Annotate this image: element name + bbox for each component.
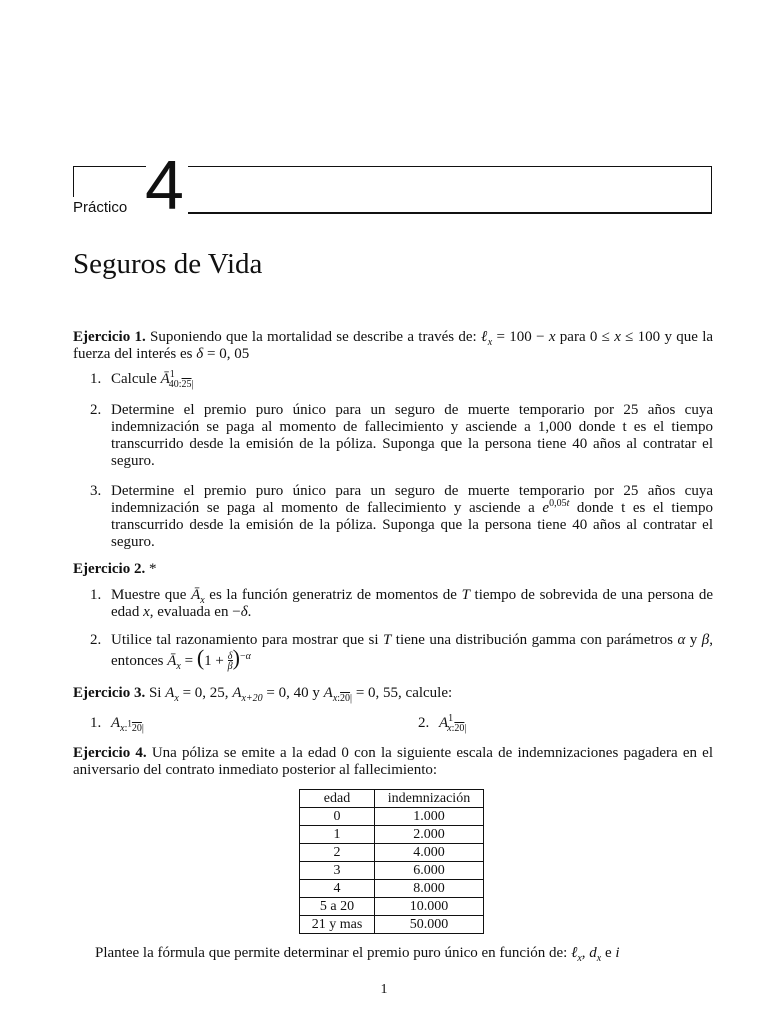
ej3-item-2: 2. $A^1_{x:20|}$: [418, 713, 467, 734]
formula-A-bar: $Ā^1_{40:25|}$: [160, 369, 194, 390]
ej1-intro: Ejercicio 1. Suponiendo que la mortalidad se describe a través de: ℓ$_x$ = 100 − x para 0 ≤ x ≤ 100 y que la fuerza del interés es δ = 0, 05: [73, 329, 714, 362]
ej2-intro: Ejercicio 2. *: [73, 561, 157, 577]
table-row: 0 1.000: [300, 808, 484, 826]
indemnization-table: [299, 789, 484, 934]
chapter-underline: [188, 212, 712, 213]
table-header-row: [300, 790, 484, 808]
table-header: indemnización: [375, 790, 484, 808]
table-row: 2 4.000: [300, 844, 484, 862]
ej3-heading: Ejercicio 3.: [73, 685, 146, 701]
ej2-heading: Ejercicio 2.: [73, 561, 146, 577]
formula-delta: δ = 0, 05: [196, 346, 250, 362]
ej1-item-3: 3. Determine el premio puro único para un seguro de muerte temporario por 25 años cuya indemnización se paga al momento de fallecimiento y asciende a $e^{0,05t}$ donde t es el tiempo transcurrido desde la emisión de la póliza. Suponga que la persona tiene 40 años al contratar el seguro.: [90, 483, 713, 550]
formula-gamma: $Ā_x = (1 + \frac{\delta}{\beta})^{-\alpha}$: [167, 645, 251, 672]
ej1-item-1: 1. Calcule $Ā^1_{40:25|}$: [90, 369, 194, 390]
chapter-frame-left: [73, 166, 146, 197]
page-number: 1: [380, 982, 388, 997]
ej2-item-2: 2. Utilice tal razonamiento para mostrar que si T tiene una distribución gamma con parámetros α y β, entonces $Ā_x = (1 + \frac{\delta}{\beta})^{-\alpha}$: [90, 632, 714, 672]
ej2-item-1: 1. Muestre que $Ā_x$ es la función generatriz de momentos de T tiempo de sobrevida de una persona de edad x, evaluada en −δ.: [90, 587, 713, 620]
table-row: 4 8.000: [300, 880, 484, 898]
ej3-item-1: 1. $A_{x:^120|}$: [90, 715, 144, 734]
ej4-closing: Plantee la fórmula que permite determinar el premio puro único en función de: ℓ$_x$, $d_x$ e i: [95, 945, 620, 964]
formula-lx: ℓ$_x$ = 100 − x: [481, 329, 556, 348]
ej1-item-2: 2. Determine el premio puro único para un seguro de muerte temporario por 25 años cuya indemnización se paga al momento de fallecimiento y asciende a 1,000 donde t es el tiempo transcurrido desde la emisión de la póliza. Suponga que la persona tiene 40 años al contratar el seguro.: [90, 402, 713, 469]
ej4-heading: Ejercicio 4.: [73, 745, 147, 761]
chapter-label: Práctico: [73, 199, 128, 216]
indemnization-table-wrap: [299, 789, 484, 934]
table-row: 21 y mas 50.000: [300, 916, 484, 934]
formula-exp: $e^{0,05t}$: [542, 498, 570, 516]
table-row: 3 6.000: [300, 862, 484, 880]
ej1-heading: Ejercicio 1.: [73, 329, 146, 345]
chapter-frame-right: [188, 166, 712, 214]
table-header: edad: [300, 790, 375, 808]
table-row: 5 a 20 10.000: [300, 898, 484, 916]
chapter-title: Seguros de Vida: [73, 248, 263, 280]
chapter-number: 4: [145, 146, 184, 224]
table-row: 1 2.000: [300, 826, 484, 844]
ej4-intro: Ejercicio 4. Una póliza se emite a la edad 0 con la siguiente escala de indemnizaciones pagadera en el aniversario del contrato inmediato posterior al fallecimiento:: [73, 745, 713, 778]
ej3-intro: Ejercicio 3. Si $A_x = 0$, 25, $A_{x+20} = 0$, 40 y $A_{x:20|} = 0$, 55, calcule:: [73, 685, 453, 704]
